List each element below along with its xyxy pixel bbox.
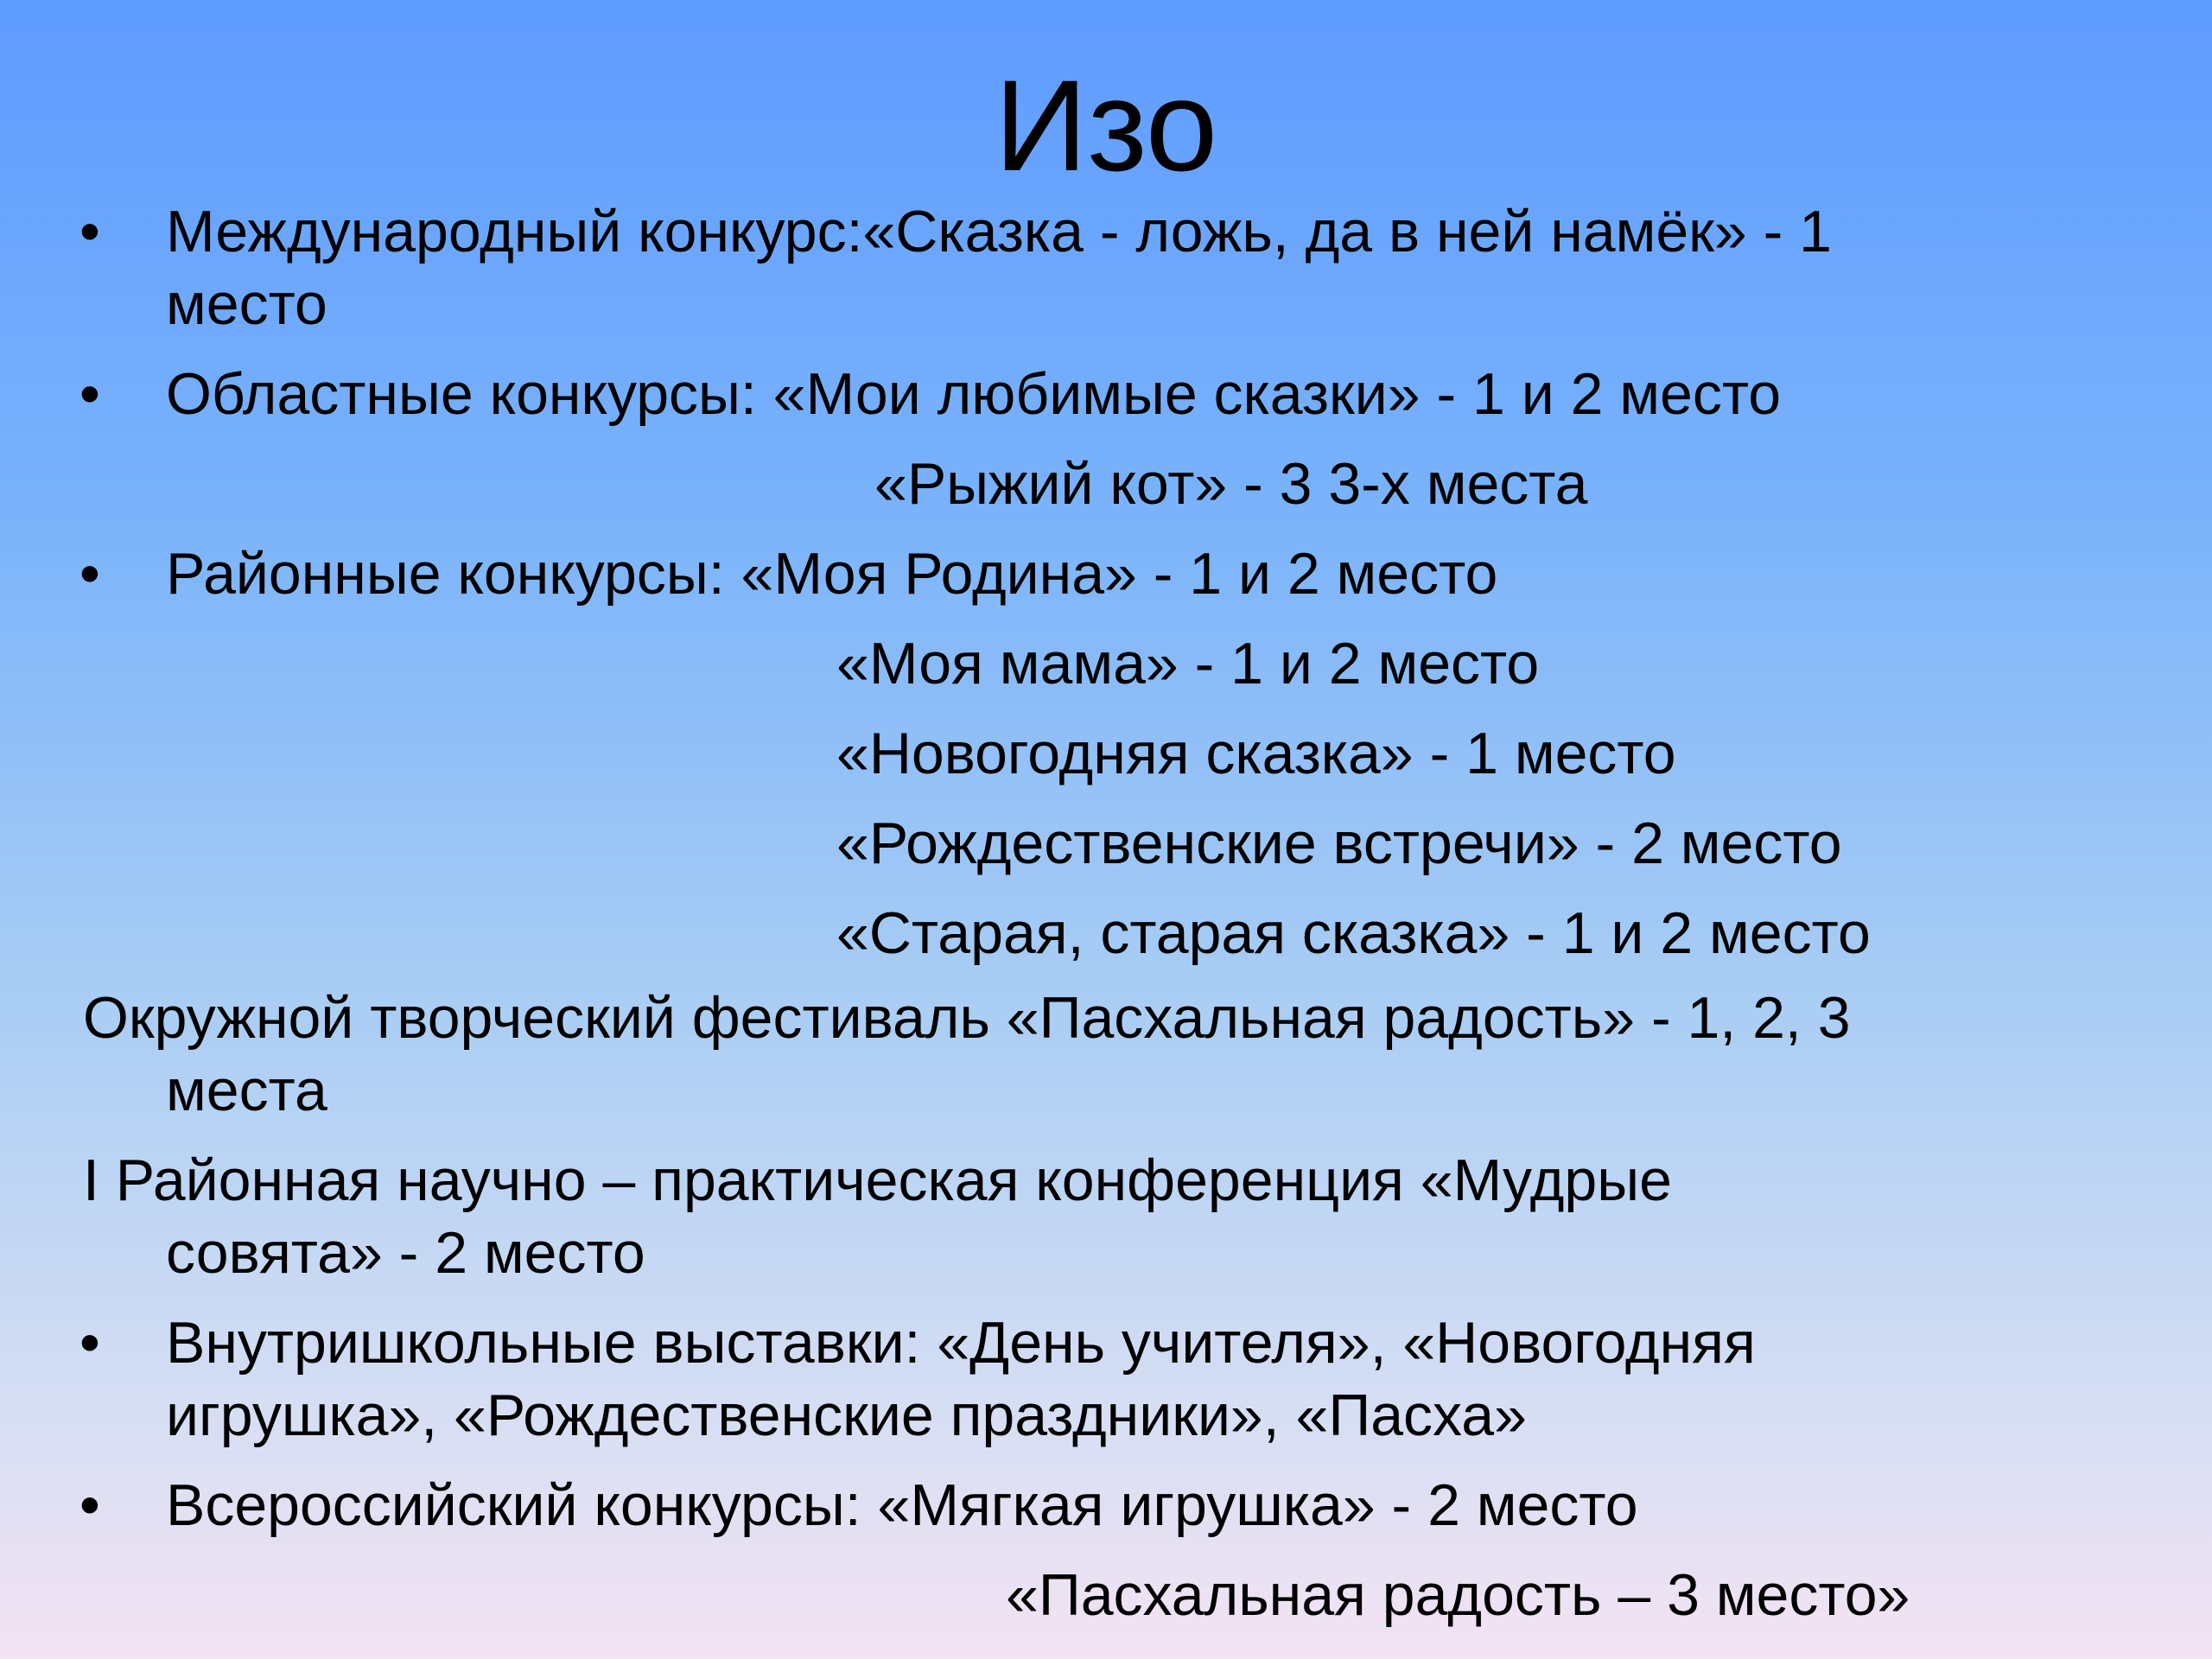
bullet-icon: • [79, 1472, 100, 1538]
list-item-international-line1: Международный конкурс:«Сказка - ложь, да в ней намёк» - 1 [166, 199, 1832, 264]
list-item-regional-line1: Областные конкурсы: «Мои любимые сказки» - 1 и 2 место [166, 361, 1782, 427]
list-item-school-line1: Внутришкольные выставки: «День учителя», «Новогодняя [166, 1310, 1756, 1376]
list-item-regional-cont-1: «Рыжий кот» - 3 3-х места [874, 451, 1588, 517]
list-item-festival-line2: места [166, 1058, 327, 1123]
bullet-icon: • [79, 199, 100, 264]
list-item-conference-line1: I Районная научно – практическая конференция «Мудрые [83, 1147, 1672, 1213]
bullet-icon: • [79, 541, 100, 607]
list-item-national-line1: Всероссийский конкурсы: «Мягкая игрушка» - 2 место [166, 1472, 1638, 1538]
list-item-school-line2: игрушка», «Рождественские праздники», «Пасха» [166, 1382, 1527, 1448]
list-item-district-cont-2: «Новогодняя сказка» - 1 место [836, 721, 1676, 786]
list-item-district-line1: Районные конкурсы: «Моя Родина» - 1 и 2 место [166, 541, 1498, 607]
list-item-district-cont-1: «Моя мама» - 1 и 2 место [836, 631, 1540, 696]
slide-title: Изо [994, 53, 1218, 198]
bullet-icon: • [79, 361, 100, 427]
list-item-district-cont-3: «Рождественские встречи» - 2 место [836, 810, 1842, 876]
bullet-icon: • [79, 1310, 100, 1376]
list-item-district-cont-4: «Старая, старая сказка» - 1 и 2 место [836, 900, 1871, 966]
list-item-national-cont-1: «Пасхальная радость – 3 место» [1006, 1562, 1910, 1628]
list-item-festival-line1: Окружной творческий фестиваль «Пасхальная радость» - 1, 2, 3 [83, 985, 1851, 1051]
list-item-conference-line2: совята» - 2 место [166, 1220, 645, 1286]
list-item-international-line2: место [166, 271, 327, 337]
